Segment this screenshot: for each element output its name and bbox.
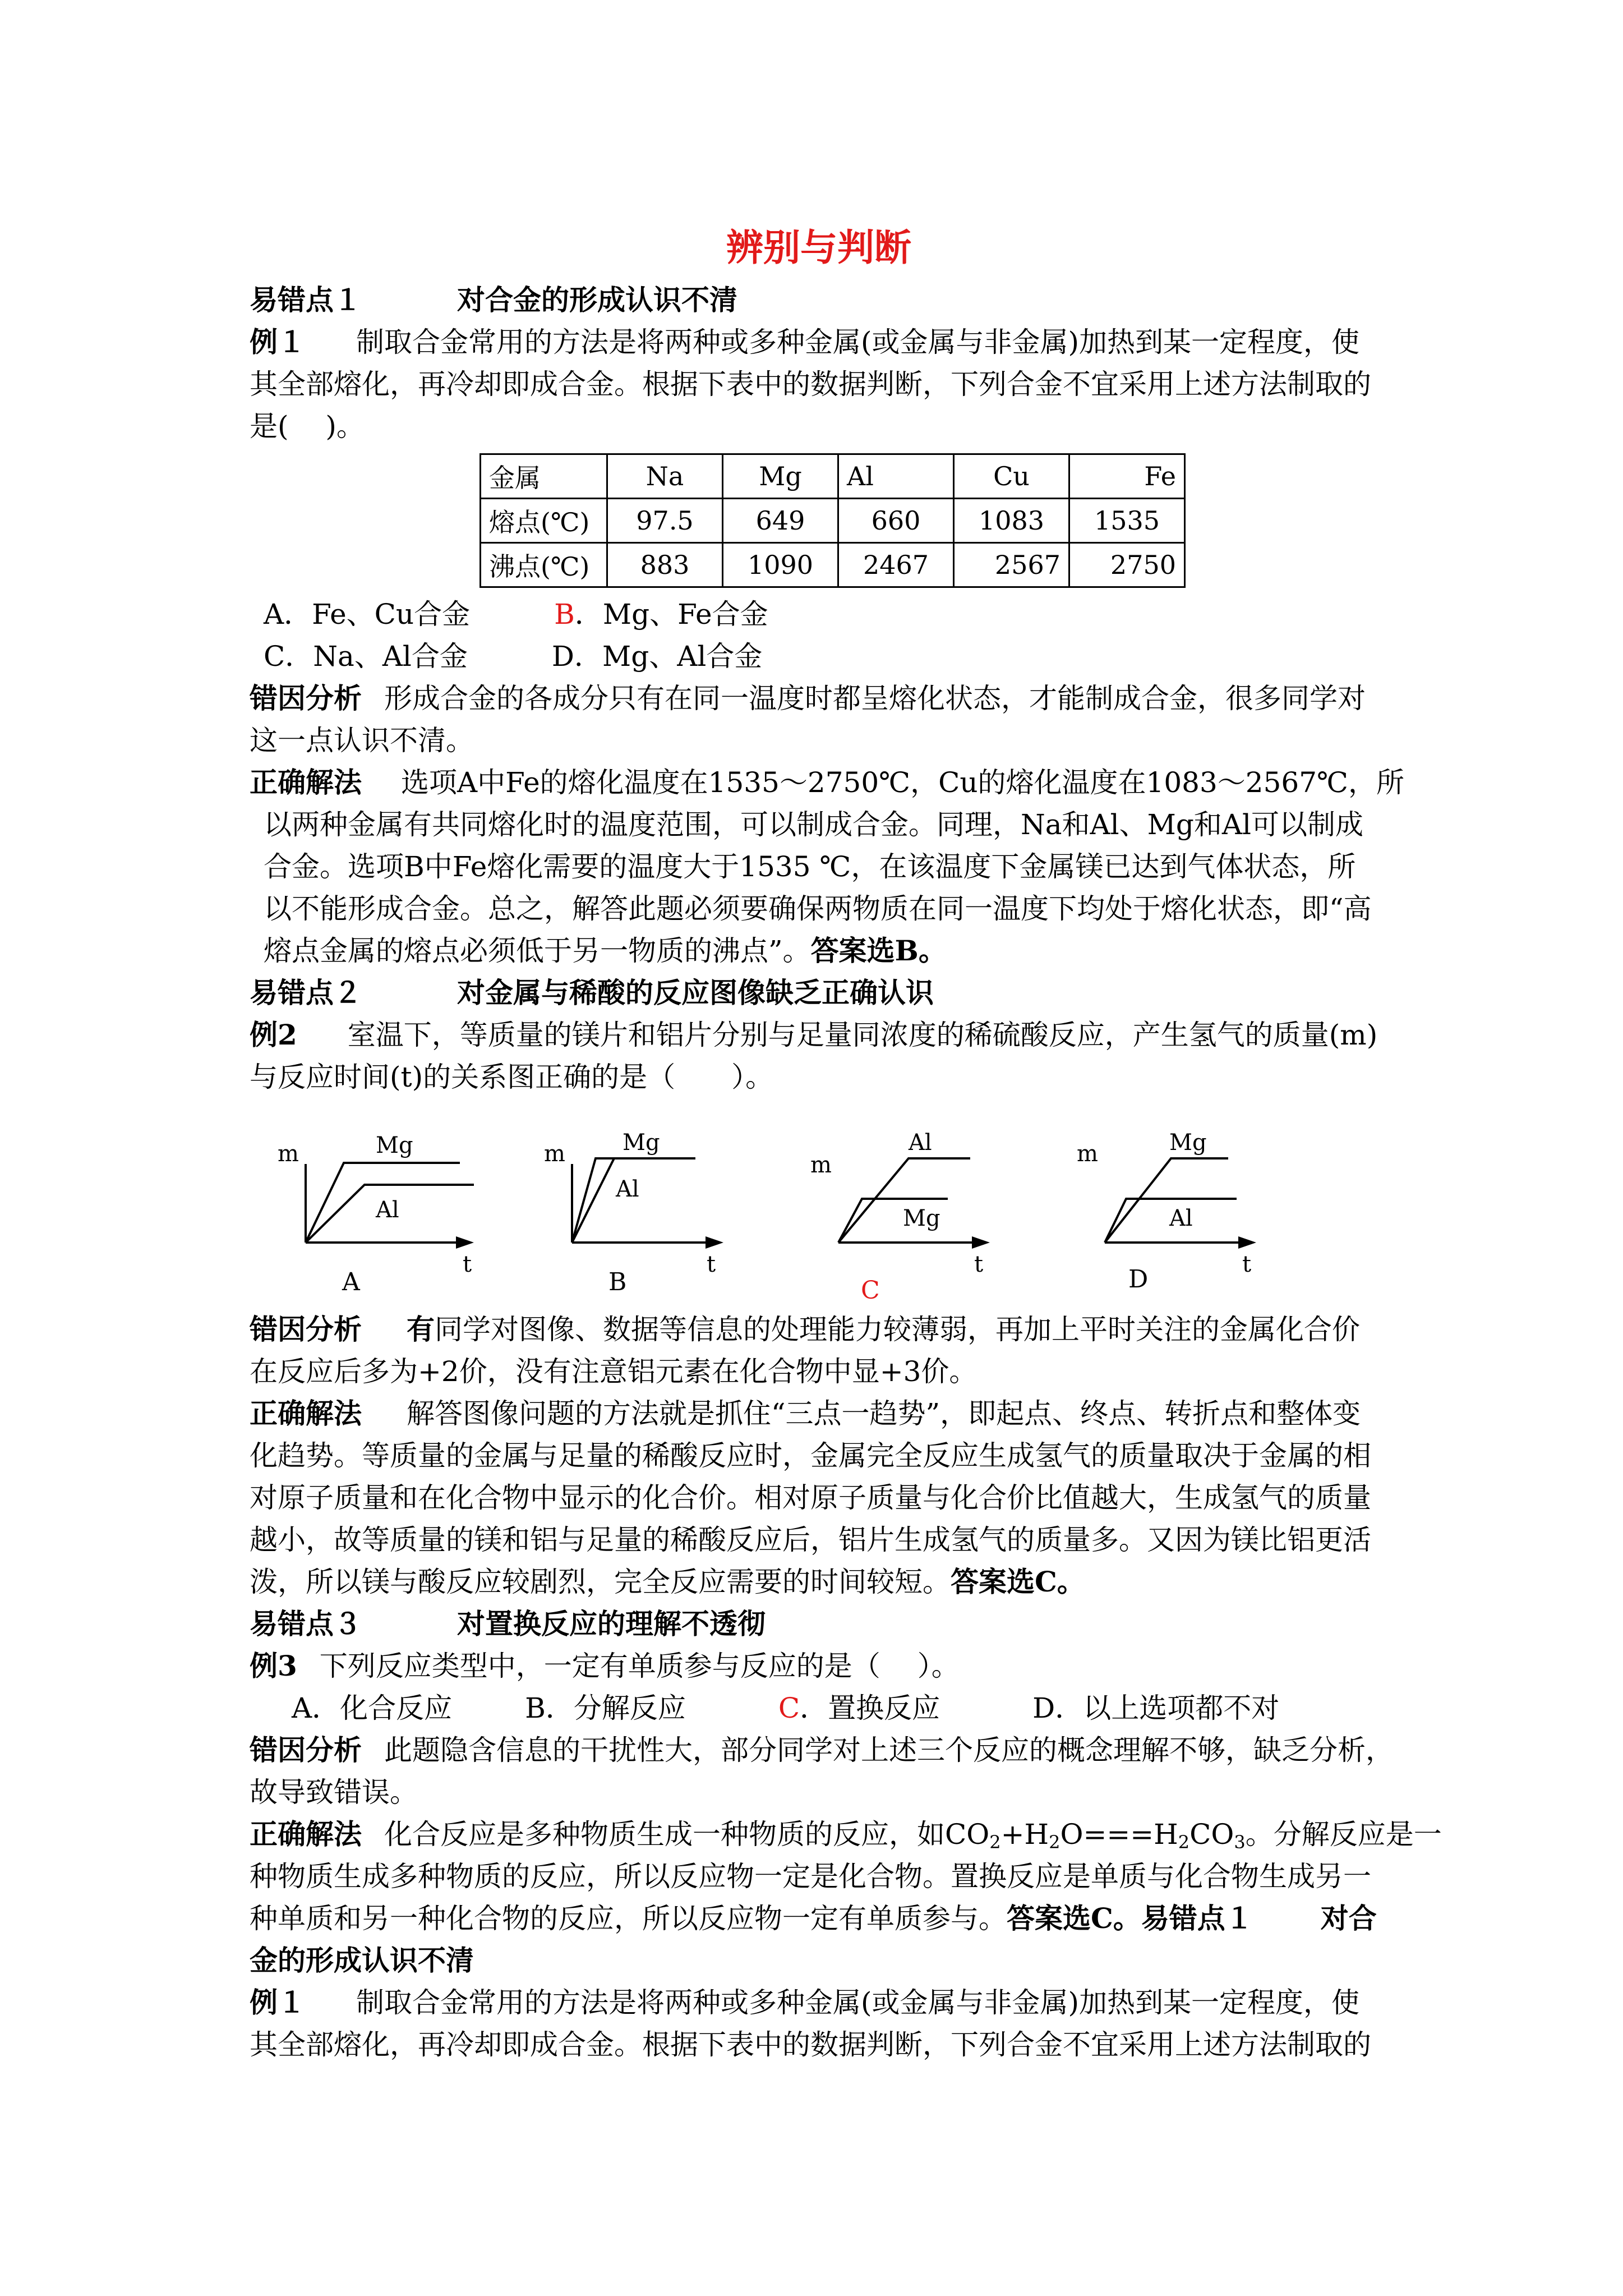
page-title: 辨别与判断 [726, 226, 911, 269]
graph-b-svg [544, 1125, 768, 1296]
graph-c [810, 1125, 1035, 1305]
series-upper-label: Mg [1169, 1130, 1207, 1156]
table-cell: Na [607, 454, 723, 499]
section2-heading-label: 易错点２ [250, 976, 362, 1009]
example3-label: 例3 [250, 1649, 297, 1682]
table-cell: Cu [954, 454, 1069, 499]
option-d: D．Mg、Al合金 [551, 640, 763, 673]
table-cell: 2750 [1069, 543, 1185, 587]
example1-options-row2 [264, 639, 762, 673]
example1-solution-line1: 正确解法 选项A中Fe的熔化温度在1535～2750℃，Cu的熔化温度在1083～2567℃，所 [250, 766, 1404, 799]
series-upper-label: Mg [623, 1130, 660, 1156]
section2-heading [250, 976, 934, 1010]
example1-error-analysis-line2: 这一点认识不清。 [250, 724, 474, 757]
option-b-letter: B [554, 598, 575, 631]
section3-heading [250, 1607, 766, 1641]
solution-label: 正确解法 [250, 1397, 362, 1430]
series-upper-label: Al [909, 1130, 932, 1156]
example2-solution-line4: 越小，故等质量的镁和铝与足量的稀酸反应后，铝片生成氢气的质量多。又因为镁比铝更活 [250, 1524, 1371, 1556]
repeat-example-line2: 其全部熔化，再冷却即成合金。根据下表中的数据判断，下列合金不宜采用上述方法制取的 [250, 2028, 1371, 2061]
example1-answer: 答案选B。 [810, 934, 947, 967]
option-b: B．分解反应 [525, 1692, 686, 1724]
axis-x-label: t [1242, 1251, 1252, 1277]
table-cell: 1090 [723, 543, 838, 587]
section1-heading [250, 283, 737, 317]
example3-answer: 答案选C。易错点１ [1007, 1902, 1253, 1935]
graph-d [1077, 1125, 1301, 1295]
example3-solution-line4: 金的形成认识不清 [250, 1944, 474, 1977]
example1-solution-line5: 熔点金属的熔点必须低于另一物质的沸点”。答案选B。 [264, 934, 947, 967]
table-row [481, 499, 1185, 543]
axis-y-label: m [810, 1152, 832, 1178]
section2-heading-text: 对金属与稀酸的反应图像缺乏正确认识 [457, 976, 934, 1009]
x-axis-arrow [456, 1236, 474, 1249]
x-axis-arrow [972, 1236, 990, 1249]
example2-question-line1: 例2 室温下，等质量的镁片和铝片分别与足量同浓度的稀硫酸反应，产生氢气的质量(m) [250, 1018, 1378, 1051]
example3-question-line1: 例3 下列反应类型中，一定有单质参与反应的是（ ）。 [250, 1649, 960, 1682]
table-cell: 熔点(℃) [481, 499, 607, 543]
table-cell: 649 [723, 499, 838, 543]
section1-heading-label: 易错点１ [250, 283, 362, 316]
table-cell: Al [838, 454, 954, 499]
example1-question-line2: 其全部熔化，再冷却即成合金。根据下表中的数据判断，下列合金不宜采用上述方法制取的 [250, 368, 1371, 401]
graph-a [278, 1125, 502, 1295]
table-cell: 沸点(℃) [481, 543, 607, 587]
error-analysis-label: 错因分析 [250, 682, 362, 715]
repeat-example-label: 例１ [250, 1986, 306, 2019]
table-cell: Fe [1069, 454, 1185, 499]
series-lower-label: Al [616, 1176, 639, 1202]
option-c-letter: C [778, 1692, 800, 1724]
axis-x-label: t [974, 1251, 984, 1277]
example2-error-analysis-line2: 在反应后多为+2价，没有注意铝元素在化合物中显+3价。 [250, 1355, 978, 1388]
table-row [481, 454, 1185, 499]
table-cell: 金属 [481, 454, 607, 499]
table-row [481, 543, 1185, 587]
example1-solution-line4: 以不能形成合金。总之，解答此题必须要确保两物质在同一温度下均处于熔化状态，即“高 [264, 892, 1372, 925]
series-lower-label: Mg [903, 1205, 940, 1231]
example3-error-analysis-line1: 错因分析 此题隐含信息的干扰性大，部分同学对上述三个反应的概念理解不够，缺乏分析， [250, 1733, 1394, 1766]
example2-solution-line5: 泼，所以镁与酸反应较剧烈，完全反应需要的时间较短。答案选C。 [250, 1565, 1085, 1598]
example2-label: 例2 [250, 1018, 297, 1051]
option-d: D．以上选项都不对 [1032, 1692, 1280, 1724]
table-cell: 1535 [1069, 499, 1185, 543]
graph-letter: A [342, 1268, 360, 1296]
error-analysis-label: 错因分析 [250, 1733, 362, 1766]
axis-y-label: m [544, 1141, 565, 1167]
option-c: C．Na、Al合金 [264, 640, 468, 673]
example2-solution-line3: 对原子质量和在化合物中显示的化合价。相对原子质量与化合价比值越大，生成氢气的质量 [250, 1481, 1371, 1514]
solution-label: 正确解法 [250, 1818, 362, 1851]
error-analysis-label: 错因分析 [250, 1313, 362, 1346]
axis-x-label: t [463, 1251, 472, 1277]
option-b: ．Mg、Fe合金 [574, 598, 768, 631]
series-lower-label: Al [1169, 1205, 1193, 1231]
series-upper-label: Mg [376, 1133, 413, 1158]
example2-error-analysis-line1: 错因分析 有同学对图像、数据等信息的处理能力较薄弱，再加上平时关注的金属化合价 [250, 1313, 1360, 1346]
example2-solution-line2: 化趋势。等质量的金属与足量的稀酸反应时，金属完全反应生成氢气的质量取决于金属的相 [250, 1439, 1371, 1472]
example2-answer: 答案选C。 [951, 1565, 1085, 1598]
table-cell: 883 [607, 543, 723, 587]
table-cell: 660 [838, 499, 954, 543]
series-lower-label: Al [376, 1197, 399, 1223]
section3-heading-text: 对置换反应的理解不透彻 [457, 1607, 766, 1640]
example2-question-line2: 与反应时间(t)的关系图正确的是（ ）。 [250, 1061, 774, 1093]
example1-options-row1 [264, 597, 768, 631]
example3-solution-line3: 种单质和另一种化合物的反应，所以反应物一定有单质参与。答案选C。易错点１ 对合 [250, 1902, 1377, 1935]
graph-letter: B [608, 1268, 627, 1296]
example2-solution-line1: 正确解法 解答图像问题的方法就是抓住“三点一趋势”，即起点、终点、转折点和整体变 [250, 1397, 1361, 1430]
table-cell: 1083 [954, 499, 1069, 543]
option-c: ．置换反应 [800, 1692, 940, 1724]
example3-solution-line1: 正确解法 化合反应是多种物质生成一种物质的反应，如$CO_2+H_2O===H_2CO_3$。分解反应是一 [250, 1818, 1442, 1853]
graph-c-svg [810, 1125, 1035, 1305]
graph-b [544, 1125, 768, 1295]
solution-label: 正确解法 [250, 766, 362, 799]
graph-d-svg [1077, 1125, 1301, 1293]
table-cell: 97.5 [607, 499, 723, 543]
x-axis-arrow [1238, 1236, 1256, 1249]
example1-error-analysis-line1: 错因分析 形成合金的各成分只有在同一温度时都呈熔化状态，才能制成合金，很多同学对 [250, 682, 1366, 715]
table-cell: 2467 [838, 543, 954, 587]
example3-error-analysis-line2: 故导致错误。 [250, 1776, 418, 1809]
table-cell: 2567 [954, 543, 1069, 587]
section3-heading-label: 易错点３ [250, 1607, 362, 1640]
x-axis-arrow [706, 1236, 723, 1249]
table-cell: Mg [723, 454, 838, 499]
series-upper [1105, 1158, 1228, 1243]
example1-question-line1: 例１ 制取合金常用的方法是将两种或多种金属(或金属与非金属)加热到某一定程度，使 [250, 325, 1360, 358]
axis-y-label: m [278, 1141, 299, 1167]
example3-solution-line2: 种物质生成多种物质的反应，所以反应物一定是化合物。置换反应是单质与化合物生成另一 [250, 1860, 1371, 1893]
repeat-example-line1: 例１ 制取合金常用的方法是将两种或多种金属(或金属与非金属)加热到某一定程度，使 [250, 1986, 1360, 2019]
graph-a-svg [278, 1125, 502, 1296]
example3-options [292, 1691, 1279, 1725]
example1-solution-line2: 以两种金属有共同熔化时的温度范围，可以制成合金。同理，Na和Al、Mg和Al可以制成 [264, 808, 1363, 841]
graph-letter: D [1128, 1265, 1149, 1294]
graph-letter: C [861, 1276, 880, 1305]
option-a: A．Fe、Cu合金 [264, 598, 471, 631]
example1-question-line3: 是( )。 [250, 410, 365, 443]
example1-label: 例１ [250, 325, 306, 358]
option-a: A．化合反应 [292, 1692, 453, 1724]
example1-solution-line3: 合金。选项B中Fe熔化需要的温度大于1535 ℃，在该温度下金属镁已达到气体状态，所 [264, 850, 1356, 883]
axis-y-label: m [1077, 1141, 1098, 1167]
melting-point-table [479, 453, 1186, 588]
section1-heading-text: 对合金的形成认识不清 [457, 283, 737, 316]
axis-x-label: t [707, 1251, 716, 1277]
